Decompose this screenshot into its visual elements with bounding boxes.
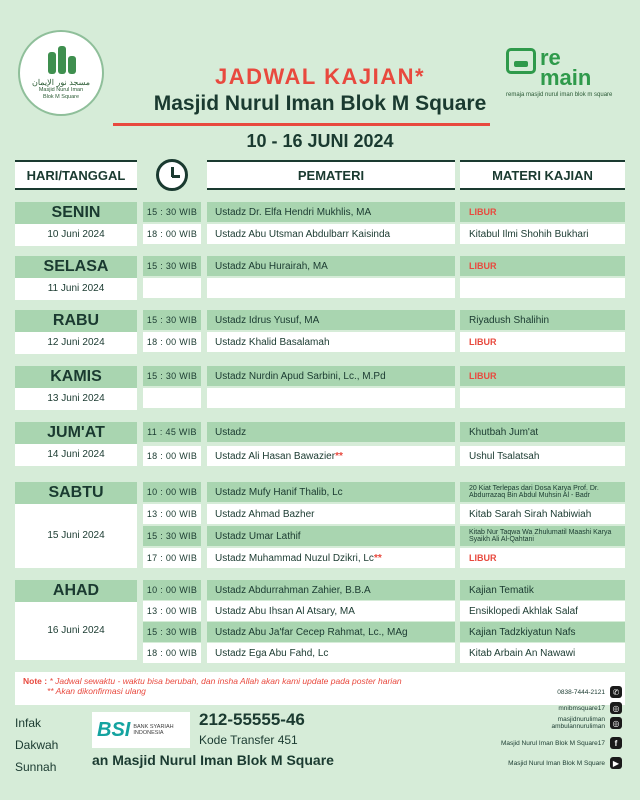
instagram-contact-1[interactable] <box>558 702 622 714</box>
confirm-mark: ** <box>373 552 382 564</box>
session-materi <box>460 548 625 568</box>
session-pemateri: Ustadz Abu Ja'far Cecep Rahmat, Lc., MAg <box>207 622 455 642</box>
session-time: 15 : 30 WIB <box>143 202 201 222</box>
title-underline <box>113 123 490 126</box>
session-materi <box>460 332 625 352</box>
libur-label: LIBUR <box>469 207 497 217</box>
day-name: SABTU <box>15 482 137 504</box>
session-pemateri: Ustadz Dr. Elfa Hendri Mukhlis, MA <box>207 202 455 222</box>
session-pemateri <box>207 388 455 408</box>
day-ahad <box>15 580 137 660</box>
session-materi: Kitabul Ilmi Shohih Bukhari <box>460 224 625 244</box>
pemateri-name: Ustadz Muhammad Nuzul Dzikri, Lc <box>215 552 374 564</box>
day-date: 10 Juni 2024 <box>15 224 137 246</box>
session-time: 17 : 00 WIB <box>143 548 201 568</box>
session-pemateri: Ustadz Umar Lathif <box>207 526 455 546</box>
session-time: 10 : 00 WIB <box>143 482 201 502</box>
day-name: AHAD <box>15 580 137 602</box>
session-time <box>143 278 201 298</box>
session-materi <box>460 366 625 386</box>
account-number: 212-55555-46 <box>199 710 305 729</box>
session-materi: Kitab Sarah Sirah Nabiwiah <box>460 504 625 524</box>
clock-icon <box>156 159 188 191</box>
session-materi: Ushul Tsalatsah <box>460 446 625 466</box>
session-materi <box>460 256 625 276</box>
remain-word-bottom: main <box>540 64 592 90</box>
logo-location-text: Blok M Square <box>42 93 80 100</box>
libur-label: LIBUR <box>469 337 497 347</box>
day-senin <box>15 202 137 246</box>
day-selasa <box>15 256 137 300</box>
session-pemateri <box>207 278 455 298</box>
day-date: 12 Juni 2024 <box>15 332 137 354</box>
session-time: 18 : 00 WIB <box>143 643 201 663</box>
session-time: 13 : 00 WIB <box>143 601 201 621</box>
column-header-pemateri: PEMATERI <box>207 160 455 190</box>
day-name: JUM'AT <box>15 422 137 444</box>
instagram-icon: ◎ <box>610 702 622 714</box>
libur-label: LIBUR <box>469 371 497 381</box>
session-materi <box>460 526 625 546</box>
session-materi <box>460 278 625 298</box>
session-pemateri: Ustadz Nurdin Apud Sarbini, Lc., M.Pd <box>207 366 455 386</box>
session-materi <box>460 388 625 408</box>
day-name: KAMIS <box>15 366 137 388</box>
session-time: 15 : 30 WIB <box>143 256 201 276</box>
day-date: 13 Juni 2024 <box>15 388 137 410</box>
session-materi: Kitab Arbain An Nawawi <box>460 643 625 663</box>
infak-dakwah-sunnah <box>15 712 58 778</box>
session-pemateri: Ustadz Ahmad Bazher <box>207 504 455 524</box>
facebook-contact[interactable] <box>501 737 622 749</box>
session-time: 15 : 30 WIB <box>143 526 201 546</box>
youtube-icon: ▶ <box>610 757 622 769</box>
confirm-mark: ** <box>335 450 343 462</box>
session-pemateri <box>207 548 455 568</box>
session-pemateri: Ustadz Abu Ihsan Al Atsary, MA <box>207 601 455 621</box>
whatsapp-contact[interactable] <box>557 686 622 698</box>
session-time: 11 : 45 WIB <box>143 422 201 442</box>
session-pemateri: Ustadz Abu Utsman Abdulbarr Kaisinda <box>207 224 455 244</box>
session-materi <box>460 482 625 502</box>
day-jumat <box>15 422 137 466</box>
session-time: 15 : 30 WIB <box>143 366 201 386</box>
instagram-icon: ◎ <box>610 717 622 729</box>
day-rabu <box>15 310 137 354</box>
session-materi: Riyadush Shalihin <box>460 310 625 330</box>
session-materi: Kajian Tadzkiyatun Nafs <box>460 622 625 642</box>
session-pemateri: Ustadz Idrus Yusuf, MA <box>207 310 455 330</box>
session-pemateri: Ustadz Abdurrahman Zahier, B.B.A <box>207 580 455 600</box>
instagram-handle-2b: ambulannuruliman <box>551 723 605 731</box>
materi-text: Kitab Nur Taqwa Wa Zhulumatil Maashi Karya Syaikh Ali Al-Qahtani <box>469 528 612 543</box>
transfer-code: Kode Transfer 451 <box>199 733 298 747</box>
logo-arabic-text: مسجد نور الإيمان <box>31 78 91 88</box>
infak-word-2: Dakwah <box>15 738 59 752</box>
session-pemateri: Ustadz Ega Abu Fahd, Lc <box>207 643 455 663</box>
schedule-note <box>15 672 625 705</box>
whatsapp-icon: ✆ <box>610 686 622 698</box>
column-header-day: HARI/TANGGAL <box>15 160 137 190</box>
youtube-name: Masjid Nurul Iman Blok M Square <box>508 759 605 767</box>
session-time: 13 : 00 WIB <box>143 504 201 524</box>
logo-name-text: Masjid Nurul Iman <box>38 87 84 94</box>
note-line-2: ** Akan dikonfirmasi ulang <box>47 686 146 696</box>
session-time: 15 : 30 WIB <box>143 622 201 642</box>
column-header-materi: MATERI KAJIAN <box>460 160 625 190</box>
day-date: 16 Juni 2024 <box>15 602 137 660</box>
pemateri-name: Ustadz Ali Hasan Bawazier <box>215 450 336 462</box>
day-date: 11 Juni 2024 <box>15 278 137 300</box>
session-time: 15 : 30 WIB <box>143 310 201 330</box>
day-date: 14 Juni 2024 <box>15 444 137 466</box>
title-jadwal-kajian: JADWAL KAJIAN* <box>214 64 426 89</box>
account-holder: an Masjid Nurul Iman Blok M Square <box>92 752 334 768</box>
session-time <box>143 388 201 408</box>
instagram-handle-1: mnibmsquare17 <box>558 704 605 712</box>
remain-word-top: re <box>540 45 561 70</box>
whatsapp-number: 0838-7444-2121 <box>557 688 605 696</box>
day-kamis <box>15 366 137 410</box>
session-materi <box>460 202 625 222</box>
youtube-contact[interactable] <box>508 757 622 769</box>
session-time: 18 : 00 WIB <box>143 332 201 352</box>
bsi-logo <box>92 712 190 748</box>
facebook-icon: f <box>610 737 622 749</box>
session-materi: Kajian Tematik <box>460 580 625 600</box>
infak-word-3: Sunnah <box>15 760 57 774</box>
session-pemateri <box>207 446 455 466</box>
day-name: RABU <box>15 310 137 332</box>
bsi-logo-text: BSI <box>97 718 131 741</box>
session-time: 10 : 00 WIB <box>143 580 201 600</box>
note-line-1: * Jadwal sewaktu - waktu bisa berubah, dan insha Allah akan kami update pada poster harian <box>49 676 402 686</box>
session-time: 18 : 00 WIB <box>143 446 201 466</box>
facebook-name: Masjid Nurul Iman Blok M Square17 <box>500 739 605 747</box>
infak-word-1: Infak <box>15 716 42 730</box>
instagram-contact-2[interactable] <box>552 716 622 730</box>
materi-text: 20 Kiat Terlepas dari Dosa Karya Prof. Dr. Abdurrazaq Bin Abdul Muhsin Al - Badr <box>469 484 599 499</box>
libur-label: LIBUR <box>469 553 497 563</box>
remain-tagline: remaja masjid nurul iman blok m square <box>506 91 613 98</box>
session-pemateri: Ustadz Khalid Basalamah <box>207 332 455 352</box>
title-masjid: Masjid Nurul Iman Blok M Square <box>153 92 487 115</box>
session-materi: Khutbah Jum'at <box>460 422 625 442</box>
session-time: 18 : 00 WIB <box>143 224 201 244</box>
note-label: Note : <box>23 676 48 686</box>
day-sabtu <box>15 482 137 568</box>
day-date: 15 Juni 2024 <box>15 504 137 568</box>
instagram-handle-2a: masjidnuruliman <box>557 716 605 723</box>
title-date-range: 10 - 16 JUNI 2024 <box>246 131 394 151</box>
day-name: SELASA <box>15 256 137 278</box>
libur-label: LIBUR <box>469 261 497 271</box>
session-pemateri: Ustadz Abu Hurairah, MA <box>207 256 455 276</box>
session-materi: Ensiklopedi Akhlak Salaf <box>460 601 625 621</box>
session-pemateri: Ustadz <box>207 422 455 442</box>
session-pemateri: Ustadz Mufy Hanif Thalib, Lc <box>207 482 455 502</box>
day-name: SENIN <box>15 202 137 224</box>
bsi-bank-name: BANK SYARIAH INDONESIA <box>133 723 174 736</box>
